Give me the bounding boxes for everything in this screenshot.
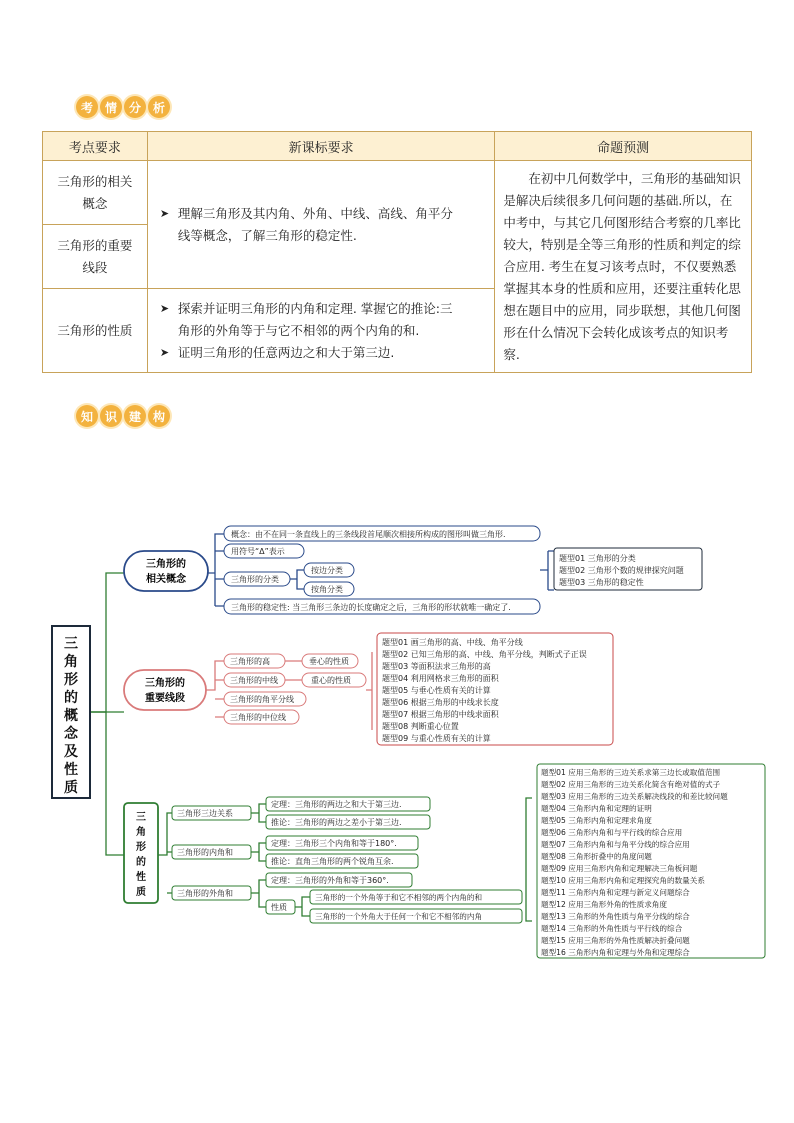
question-item: 题型09 应用三角形内角和定理解决三角板问题 [541,864,698,873]
leaf-text: 三角形的中线 [230,676,278,685]
question-item: 题型02 应用三角形的三边关系化简含有绝对值的式子 [541,780,721,789]
prediction-cell: 在初中几何数学中，三角形的基础知识是解决后续很多几何问题的基础.所以，在中考中，与其它几何图形结合考察的几率比较大，特别是全等三角形的性质和判定的综合应用. 考生在复习该考点时，不仅要熟悉掌握其本身的性质和应用，还要注重转化思想在题目中的应用，同步联想，其他几何图形在什么情况下会转化成该考点的知识考察. [495,161,752,373]
leaf-text: 三角形的高 [230,657,270,666]
root-char: 三 [64,636,78,652]
question-item: 题型06 三角形内角和与平行线的综合应用 [541,828,683,837]
bullet-line: 线等概念，了解三角形的稳定性. [177,227,357,243]
question-item: 题型11 三角形内角和定理与新定义问题综合 [541,888,690,897]
question-item: 题型06 根据三角形的中线求长度 [382,698,499,707]
banner-char: 识 [100,405,122,427]
leaf-text: 三角形的分类 [231,575,279,584]
bullet-line: 探索并证明三角形的内角和定理. 掌握它的推论:三 [177,300,453,316]
banner-char: 析 [148,96,170,118]
leaf-text: 概念：由不在同一条直线上的三条线段首尾顺次相接所构成的图形叫做三角形. [231,530,506,539]
banner-char: 考 [76,96,98,118]
question-item: 题型01 应用三角形的三边关系求第三边长或取值范围 [541,768,721,777]
branch-node-segments [124,670,206,710]
bullet-line: 理解三角形及其内角、外角、中线、高线、角平分 [177,205,453,221]
question-item: 题型04 利用网格求三角形的面积 [382,674,499,683]
leaf-text: 按角分类 [311,585,343,594]
question-item: 题型13 三角形的外角性质与角平分线的综合 [541,912,690,921]
leaf-text: 三角形的稳定性: 当三角形三条边的长度确定之后，三角形的形状就唯一确定了. [231,603,511,612]
arrow-bullet-icon: ➤ [159,301,170,315]
root-char: 性 [64,762,78,778]
question-item: 题型14 三角形的外角性质与平行线的综合 [541,924,683,933]
question-item: 题型01 画三角形的高、中线、角平分线 [382,638,523,647]
leaf-text: 性质 [271,903,287,912]
leaf-text: 三角形的一个外角大于任何一个和它不相邻的内角 [315,912,483,921]
leaf-text: 推论：三角形的两边之差小于第三边. [271,818,402,827]
leaf-text: 三角形的角平分线 [230,695,294,704]
leaf-text: 用符号“Δ”表示 [231,547,285,556]
question-item: 题型03 三角形的稳定性 [559,578,644,587]
leaf-text: 重心的性质 [311,676,351,685]
topic-line: 线段 [82,259,108,275]
branch-title-line: 相关概念 [146,574,186,585]
question-item: 题型03 等面积法求三角形的高 [382,662,491,671]
branch-title-line: 三角形的 [145,678,185,689]
leaf-text: 三角形的中位线 [230,713,286,722]
banner-char: 建 [124,405,146,427]
branch-title-char: 形 [136,842,146,853]
banner-char: 构 [148,405,170,427]
header-topic: 考点要求 [43,132,148,161]
branch-title-char: 性 [136,872,146,883]
leaf-text: 定理：三角形的外角和等于360°. [271,876,389,885]
banner-char: 情 [100,96,122,118]
root-char: 角 [64,654,78,670]
branch-title-char: 的 [136,857,146,868]
leaf-text: 三角形三边关系 [177,809,233,818]
root-char: 形 [64,672,78,688]
leaf-text: 垂心的性质 [309,657,349,666]
question-item: 题型05 三角形内角和定理求角度 [541,816,652,825]
branch-title-line: 三角形的 [146,559,186,570]
question-item: 题型10 应用三角形内角和定理探究角的数量关系 [541,876,705,885]
topic-line: 三角形的相关 [57,173,133,189]
question-item: 题型03 应用三角形的三边关系解决线段的和差比较问题 [541,792,728,801]
leaf-text: 推论：直角三角形的两个锐角互余. [271,857,394,866]
leaf-text: 三角形的外角和 [177,889,233,898]
question-item: 题型01 三角形的分类 [559,554,636,563]
question-item: 题型07 根据三角形的中线求面积 [382,710,499,719]
root-char: 念 [64,726,78,742]
banner-char: 分 [124,96,146,118]
root-char: 质 [64,780,78,796]
arrow-bullet-icon: ➤ [159,206,170,220]
question-item: 题型12 应用三角形外角的性质求角度 [541,900,667,909]
bullet-text: 证明三角形的任意两边之和大于第三边. [177,344,395,360]
header-prediction: 命题预测 [495,132,752,161]
root-char: 及 [64,744,78,760]
topic-line: 概念 [82,195,108,211]
root-char: 的 [64,690,78,706]
arrow-bullet-icon: ➤ [159,345,170,359]
question-item: 题型08 判断重心位置 [382,722,459,731]
question-item: 题型15 应用三角形的外角性质解决折叠问题 [541,936,690,945]
question-item: 题型04 三角形内角和定理的证明 [541,804,652,813]
question-item: 题型07 三角形内角和与角平分线的综合应用 [541,840,690,849]
question-item: 题型02 三角形个数的规律探究问题 [559,566,684,575]
question-item: 题型16 三角形内角和定理与外角和定理综合 [541,948,690,957]
question-item: 题型09 与重心性质有关的计算 [382,734,491,743]
banner-char: 知 [76,405,98,427]
leaf-text: 定理：三角形的两边之和大于第三边. [271,800,402,809]
question-item: 题型05 与垂心性质有关的计算 [382,686,491,695]
leaf-text: 定理：三角形三个内角和等于180°. [271,839,397,848]
leaf-text: 按边分类 [311,566,343,575]
header-standard: 新课标要求 [147,132,494,161]
branch-title-char: 三 [136,812,146,823]
topic-line: 三角形的性质 [57,322,133,338]
question-item: 题型08 三角形折叠中的角度问题 [541,852,652,861]
bullet-line: 角形的外角等于与它不相邻的两个内角的和. [177,322,420,338]
leaf-text: 三角形的一个外角等于和它不相邻的两个内角的和 [315,893,483,902]
topic-line: 三角形的重要 [57,237,133,253]
branch-title-char: 角 [136,827,146,838]
branch-node-concepts [124,551,208,591]
leaf-text: 三角形的内角和 [177,848,233,857]
branch-title-line: 重要线段 [145,693,185,704]
branch-title-char: 质 [136,887,146,898]
root-char: 概 [64,708,78,724]
question-item: 题型02 已知三角形的高、中线、角平分线，判断式子正误 [382,650,587,659]
